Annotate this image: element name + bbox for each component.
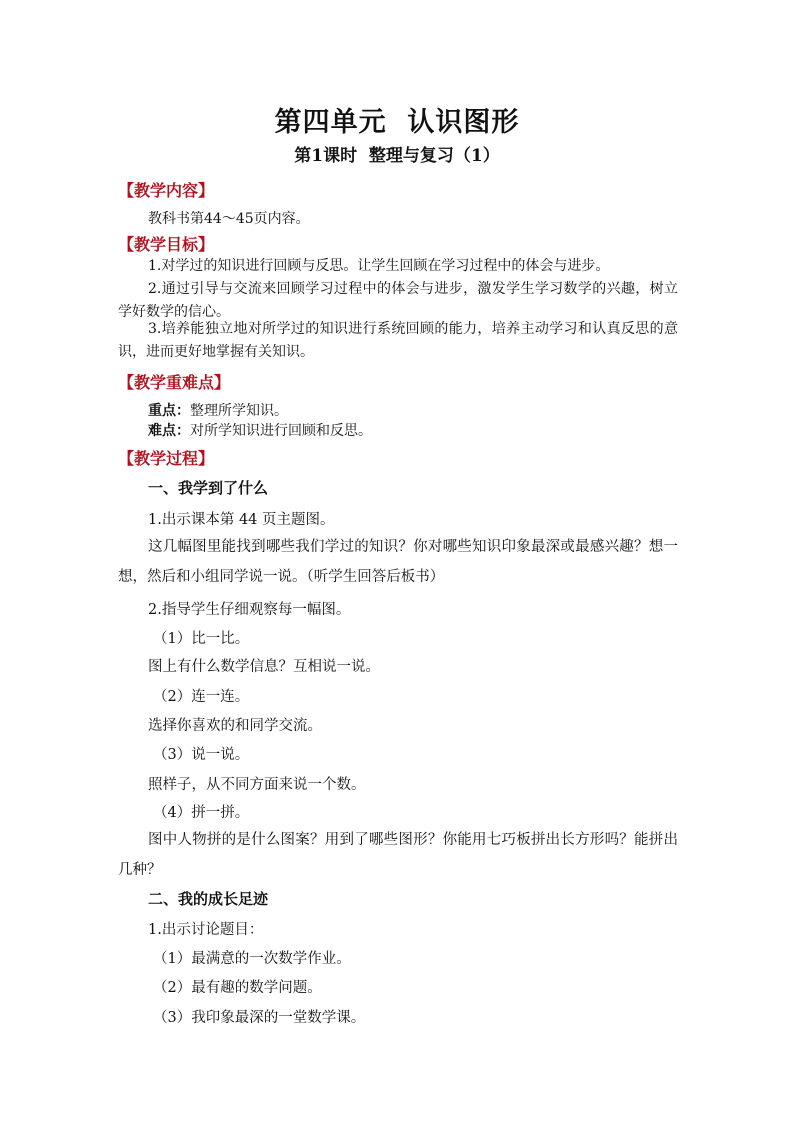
process-line: （3）说一说。 — [153, 747, 250, 763]
key-label: 重点： — [148, 403, 190, 419]
process-line: （1）比一比。 — [153, 631, 250, 647]
process-line: （2）最有趣的数学问题。 — [153, 980, 322, 996]
key-text: 整理所学知识。 — [190, 403, 288, 419]
goal-item: 1.对学过的知识进行回顾与反思。让学生回顾在学习过程中的体会与进步。 — [148, 258, 610, 274]
process-line: 1.出示课本第 44 页主题图。 — [148, 512, 335, 528]
process-line: 2.指导学生仔细观察每一幅图。 — [148, 602, 351, 618]
process-line: （3）我印象最深的一堂数学课。 — [153, 1010, 366, 1026]
key-point-line — [148, 401, 288, 421]
difficult-point-line — [148, 421, 372, 441]
section-heading-content: 【教学内容】 — [118, 181, 215, 200]
process-line: 1.出示讨论题目： — [148, 922, 264, 938]
section-heading-process: 【教学过程】 — [118, 449, 215, 468]
process-part2-heading: 二、我的成长足迹 — [148, 890, 269, 908]
process-part1-heading: 一、我学到了什么 — [148, 479, 269, 497]
process-line: （4）拼一拼。 — [153, 805, 250, 821]
content-text: 教科书第44～45页内容。 — [148, 211, 310, 227]
difficult-text: 对所学知识进行回顾和反思。 — [190, 423, 372, 439]
section-heading-key-points: 【教学重难点】 — [118, 373, 231, 392]
process-line: （2）连一连。 — [153, 689, 250, 705]
process-paragraph: 图中人物拼的是什么图案？用到了哪些图形？你能用七巧板拼出长方形吗？能拼出几种？ — [118, 832, 678, 878]
process-paragraph: 这几幅图里能找到哪些我们学过的知识？你对哪些知识印象最深或最感兴趣？想一想，然后和小组同学说一说。（听学生回答后板书） — [118, 539, 678, 585]
process-line: （1）最满意的一次数学作业。 — [153, 951, 351, 967]
section-heading-goals: 【教学目标】 — [118, 235, 215, 254]
process-line: 图上有什么数学信息？互相说一说。 — [148, 659, 380, 675]
process-line: 照样子，从不同方面来说一个数。 — [148, 777, 366, 793]
process-line: 选择你喜欢的和同学交流。 — [148, 718, 322, 734]
difficult-label: 难点： — [148, 423, 190, 439]
lesson-subtitle: 第1课时 整理与复习（1） — [294, 146, 500, 166]
page-title: 第四单元 认识图形 — [274, 107, 520, 138]
goal-item: 2.通过引导与交流来回顾学习过程中的体会与进步，激发学生学习数学的兴趣，树立学好数学的信心。 — [118, 281, 678, 320]
goal-item: 3.培养能独立地对所学过的知识进行系统回顾的能力，培养主动学习和认真反思的意识，进而更好地掌握有关知识。 — [118, 321, 678, 360]
